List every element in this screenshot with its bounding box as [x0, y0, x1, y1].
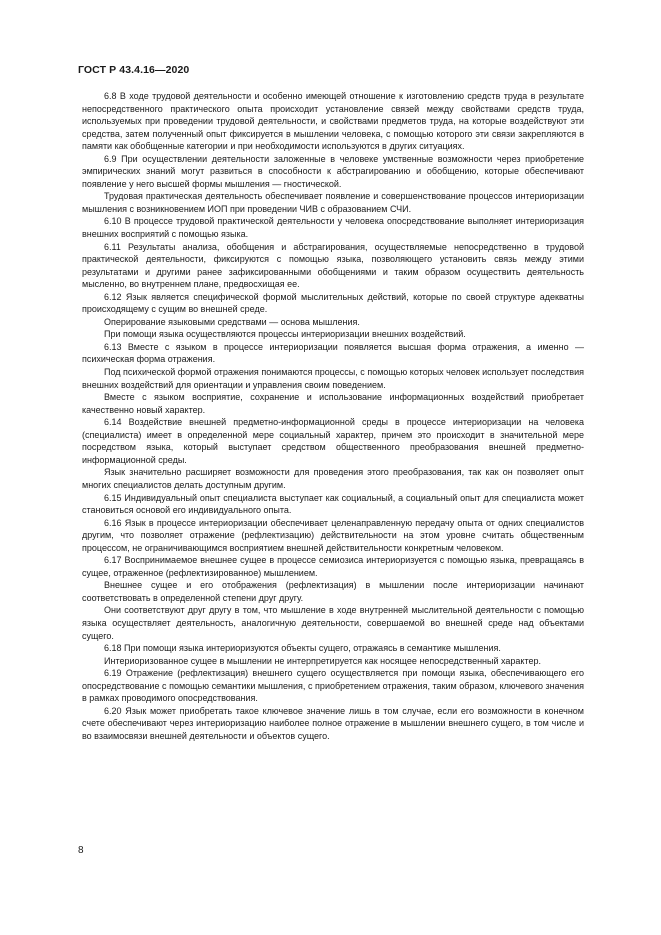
paragraph-6-19: 6.19 Отражение (рефлектизация) внешнего сущего осуществляется при помощи языка, обеспечивающего его опосредствование с помощью семантики мышления, с приобретением отражения, таким образом, ключевого значения в рамках проводимого опосредствования. — [82, 668, 584, 704]
paragraph-6-13: 6.13 Вместе с языком в процессе интериоризации появляется высшая форма отражения, а именно — психическая форма отражения. — [82, 341, 584, 365]
paragraph-6-15: 6.15 Индивидуальный опыт специалиста выступает как социальный, а социальный опыт для специалиста может становиться основой его индивидуального опыта. — [82, 492, 584, 516]
paragraph-6-18: 6.18 При помощи языка интериоризуются объекты сущего, отражаясь в семантике мышления. — [104, 643, 501, 654]
paragraph-6-12: 6.12 Язык является специфической формой мыслительных действий, которые по своей структуре адекватны происходящему с сущим во внешней среде. — [82, 291, 584, 315]
paragraph: Интериоризованное сущее в мышлении не интерпретируется как носящее непосредственный характер. — [104, 655, 541, 666]
paragraph: При помощи языка осуществляются процессы интериоризации внешних воздействий. — [104, 329, 466, 340]
document-body — [82, 90, 584, 742]
page-number: 8 — [78, 845, 84, 856]
paragraph: Внешнее сущее и его отображения (рефлектизация) в мышлении после интериоризации начинают соответствовать в определенной степени друг другу. — [82, 580, 584, 603]
paragraph: Под психической формой отражения понимаются процессы, с помощью которых человек использует последствия внешних воздействий для ориентации и управления своим поведением. — [82, 367, 584, 390]
paragraph: Оперирование языковыми средствами — основа мышления. — [104, 316, 360, 327]
paragraph-6-11: 6.11 Результаты анализа, обобщения и абстрагирования, осуществляемые непосредственно в трудовой практической деятельности, фиксируются с помощью языка, позволяющего установить связь между этими результатами и другими ранее зафиксированными обобщениями и таким образом осуществить деятельность мысленно, во внутреннем плане, предвосхищая ее. — [82, 241, 584, 290]
paragraph: Вместе с языком восприятие, сохранение и использование информационных воздействий приобретает качественно новый характер. — [82, 392, 584, 415]
paragraph: Язык значительно расширяет возможности для проведения этого преобразования, так как он позволяет опыт многих специалистов делать доступным другим. — [82, 467, 584, 490]
document-code-header: ГОСТ Р 43.4.16—2020 — [78, 64, 190, 76]
paragraph-6-20: 6.20 Язык может приобретать такое ключевое значение лишь в том случае, если его возможности в конечном счете обеспечивают через интериоризацию наиболее полное отражение в мышлении внешнего сущего, в том числе и во взаимосвязи внешней деятельности и объектов сущего. — [82, 705, 584, 741]
paragraph: Трудовая практическая деятельность обеспечивает появление и совершенствование процессов интериоризации мышления с возникновением ИОП при проведении ЧИВ с образованием СЧИ. — [82, 191, 584, 214]
paragraph-6-9: 6.9 При осуществлении деятельности заложенные в человеке умственные возможности через приобретение эмпирических знаний могут развиться в способности к абстрагированию и обобщению, которые обеспечивают появление у него высшей формы мышления — гностической. — [82, 153, 584, 189]
paragraph: Они соответствуют друг другу в том, что мышление в ходе внутренней мыслительной деятельности с помощью языка осуществляет деятельность, аналогичную деятельности, совершаемой во внешней среде над объектами сущего. — [82, 605, 584, 641]
paragraph-6-8: 6.8 В ходе трудовой деятельности и особенно имеющей отношение к изготовлению средств труда в результате непосредственного практического опыта происходит установление связей между свойствами средств труда, используемых при проведении трудовой деятельности, и свойствами предметов труда, на которые воздействуют эти средства, затем полученный опыт фиксируется в мышлении человека, с помощью которого эти связи закрепляются в памяти как обобщенные категории и при необходимости используются в других ситуациях. — [82, 91, 584, 152]
paragraph-6-17: 6.17 Воспринимаемое внешнее сущее в процессе семиозиса интериоризуется с помощью языка, превращаясь в сущее, отраженное (рефлектизированное) мышлением. — [82, 555, 584, 578]
paragraph-6-10: 6.10 В процессе трудовой практической деятельности у человека опосредствование выполняет интериоризация внешних восприятий с помощью языка. — [82, 216, 584, 240]
paragraph-6-16: 6.16 Язык в процессе интериоризации обеспечивает целенаправленную передачу опыта от одних специалистов другим, что позволяет отражение (рефлектизацию) действительности на этом уровне считать общественным процессом, не ограничивающимся восприятием внешней действительности конкретным человеком. — [82, 517, 584, 553]
paragraph-6-14: 6.14 Воздействие внешней предметно-информационной среды в процессе интериоризации на человека (специалиста) имеет в определенной мере социальный характер, причем это происходит в значительной мере посредством языка, который выступает средством общественного преобразования внешней предметно-информационной среды. — [82, 417, 584, 465]
